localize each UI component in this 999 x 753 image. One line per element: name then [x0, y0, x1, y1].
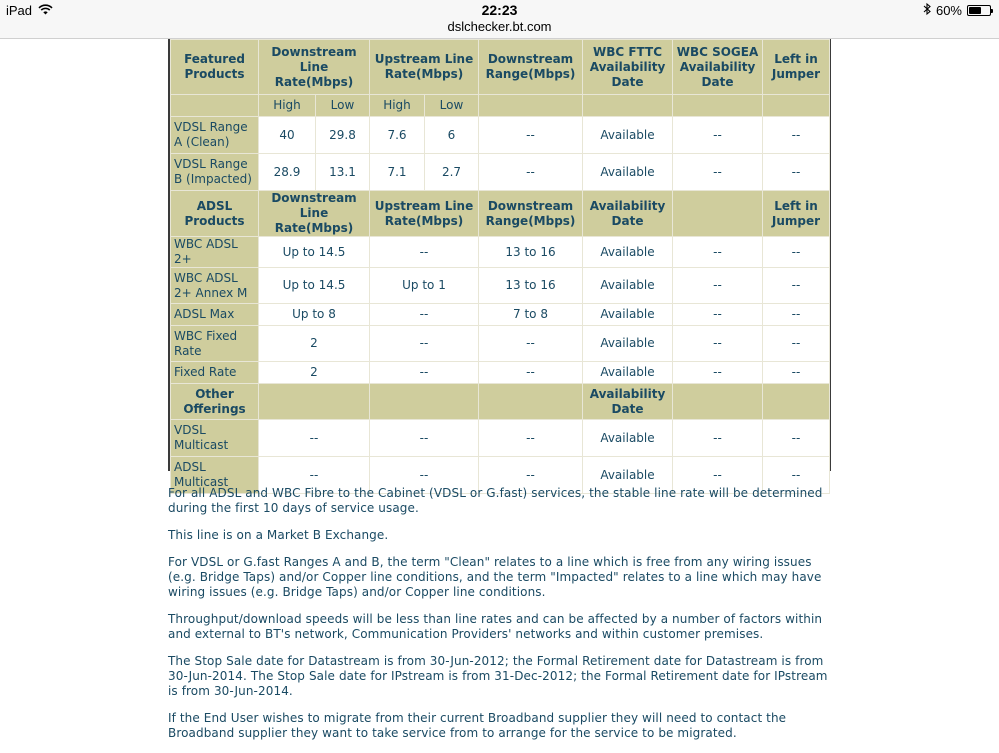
range-value: --	[479, 457, 583, 494]
range-value: 13 to 16	[479, 237, 583, 268]
up-low-label: Low	[425, 95, 479, 117]
up-high-value: 7.6	[370, 117, 425, 154]
range-value: --	[479, 154, 583, 191]
downstream-rate-heading: Downstream Line Rate(Mbps)	[259, 40, 370, 95]
table-row	[171, 237, 830, 268]
col6-value: --	[673, 304, 763, 326]
battery-percent: 60%	[935, 3, 962, 18]
availability-date-heading: Availability Date	[583, 191, 673, 237]
up-low-value: 6	[425, 117, 479, 154]
table-row	[171, 362, 830, 384]
jumper-value: --	[763, 304, 830, 326]
range-value: --	[479, 117, 583, 154]
range-value: --	[479, 362, 583, 384]
jumper-value: --	[763, 326, 830, 362]
availability-table	[168, 39, 831, 489]
product-name: VDSL Range B (Impacted)	[171, 154, 259, 191]
high-low-subheader-row	[171, 95, 830, 117]
bluetooth-icon	[923, 3, 931, 18]
up-low-value: 2.7	[425, 154, 479, 191]
fttc-value: Available	[583, 117, 673, 154]
notes-section	[168, 486, 832, 753]
adsl-products-heading: ADSL Products	[171, 191, 259, 237]
up-high-label: High	[370, 95, 425, 117]
left-in-jumper-heading: Left in Jumper	[763, 40, 830, 95]
table-row	[171, 154, 830, 191]
fttc-value: Available	[583, 154, 673, 191]
up-rate-value: Up to 1	[370, 268, 479, 304]
down-high-value: 28.9	[259, 154, 316, 191]
sogea-value: --	[673, 154, 763, 191]
jumper-value: --	[763, 362, 830, 384]
product-name: WBC ADSL 2+ Annex M	[171, 268, 259, 304]
up-rate-value: --	[370, 304, 479, 326]
availability-value: Available	[583, 362, 673, 384]
up-rate-value: --	[370, 362, 479, 384]
availability-value: Available	[583, 304, 673, 326]
availability-value: Available	[583, 237, 673, 268]
up-rate-value: --	[370, 326, 479, 362]
down-rate-value: 2	[259, 362, 370, 384]
upstream-rate-heading: Upstream Line Rate(Mbps)	[370, 40, 479, 95]
availability-value: Available	[583, 326, 673, 362]
product-name: WBC Fixed Rate	[171, 326, 259, 362]
address-bar[interactable]	[0, 20, 999, 39]
col6-value: --	[673, 326, 763, 362]
featured-products-heading: Featured Products	[171, 40, 259, 95]
up-high-value: 7.1	[370, 154, 425, 191]
upstream-rate-heading: Upstream Line Rate(Mbps)	[370, 191, 479, 237]
product-name: VDSL Multicast	[171, 420, 259, 457]
range-value: --	[479, 326, 583, 362]
adsl-header-row	[171, 191, 830, 237]
col6-value: --	[673, 420, 763, 457]
col6-value: --	[673, 237, 763, 268]
featured-header-row	[171, 40, 830, 95]
url-text[interactable]: dslchecker.bt.com	[447, 19, 552, 34]
clock: 22:23	[481, 2, 518, 18]
range-value: 7 to 8	[479, 304, 583, 326]
table-row	[171, 304, 830, 326]
fttc-availability-heading: WBC FTTC Availability Date	[583, 40, 673, 95]
status-bar	[0, 0, 999, 20]
col6-value: --	[673, 362, 763, 384]
down-rate-value: --	[259, 420, 370, 457]
note-paragraph: For VDSL or G.fast Ranges A and B, the term "Clean" relates to a line which is free from any wiring issues (e.g. Bridge Taps) and/or Copper line conditions, and the term "Impacted" relates to a line which may have wiring issues (e.g. Bridge Taps) and/or Copper line conditions.	[168, 555, 822, 599]
availability-date-heading: Availability Date	[583, 384, 673, 420]
product-name: Fixed Rate	[171, 362, 259, 384]
downstream-rate-heading: Downstream Line Rate(Mbps)	[259, 191, 370, 237]
availability-value: Available	[583, 457, 673, 494]
up-rate-value: --	[370, 457, 479, 494]
battery-icon	[967, 5, 991, 16]
note-paragraph: Throughput/download speeds will be less than line rates and can be affected by a number of factors within and external to BT's network, Communication Providers' networks and within customer premises.	[168, 612, 823, 641]
table-row	[171, 117, 830, 154]
table-row	[171, 268, 830, 304]
jumper-value: --	[763, 457, 830, 494]
down-rate-value: --	[259, 457, 370, 494]
down-low-value: 29.8	[316, 117, 370, 154]
left-in-jumper-heading: Left in Jumper	[763, 191, 830, 237]
jumper-value: --	[763, 154, 830, 191]
note-paragraph: If the End User wishes to migrate from their current Broadband supplier they will need to contact the Broadband supplier they want to take service from to arrange for the service to be migrated.	[168, 711, 787, 740]
jumper-value: --	[763, 117, 830, 154]
down-rate-value: Up to 8	[259, 304, 370, 326]
up-rate-value: --	[370, 237, 479, 268]
col6-value: --	[673, 268, 763, 304]
down-high-label: High	[259, 95, 316, 117]
down-low-label: Low	[316, 95, 370, 117]
down-high-value: 40	[259, 117, 316, 154]
availability-value: Available	[583, 268, 673, 304]
device-label: iPad	[6, 3, 33, 18]
col6-value: --	[673, 457, 763, 494]
product-name: ADSL Max	[171, 304, 259, 326]
jumper-value: --	[763, 237, 830, 268]
note-paragraph: The Stop Sale date for Datastream is from 30-Jun-2012; the Formal Retirement date for Datastream is from 30-Jun-2014. The Stop Sale date for IPstream is from 31-Dec-2012; the Formal Retirement date for IPstream is from 30-Jun-2014.	[168, 654, 828, 698]
down-low-value: 13.1	[316, 154, 370, 191]
empty-heading	[673, 191, 763, 237]
table-row	[171, 420, 830, 457]
product-name: VDSL Range A (Clean)	[171, 117, 259, 154]
other-header-row	[171, 384, 830, 420]
other-offerings-heading: Other Offerings	[171, 384, 259, 420]
down-rate-value: 2	[259, 326, 370, 362]
downstream-range-heading: Downstream Range(Mbps)	[479, 40, 583, 95]
down-rate-value: Up to 14.5	[259, 237, 370, 268]
range-value: 13 to 16	[479, 268, 583, 304]
note-paragraph: This line is on a Market B Exchange.	[168, 528, 389, 542]
downstream-range-heading: Downstream Range(Mbps)	[479, 191, 583, 237]
down-rate-value: Up to 14.5	[259, 268, 370, 304]
table-row	[171, 326, 830, 362]
product-name: WBC ADSL 2+	[171, 237, 259, 268]
up-rate-value: --	[370, 420, 479, 457]
sogea-value: --	[673, 117, 763, 154]
product-name: ADSL Multicast	[171, 457, 259, 494]
note-paragraph: For all ADSL and WBC Fibre to the Cabinet (VDSL or G.fast) services, the stable line rate will be determined during the first 10 days of service usage.	[168, 486, 823, 515]
availability-value: Available	[583, 420, 673, 457]
sogea-availability-heading: WBC SOGEA Availability Date	[673, 40, 763, 95]
jumper-value: --	[763, 420, 830, 457]
jumper-value: --	[763, 268, 830, 304]
range-value: --	[479, 420, 583, 457]
